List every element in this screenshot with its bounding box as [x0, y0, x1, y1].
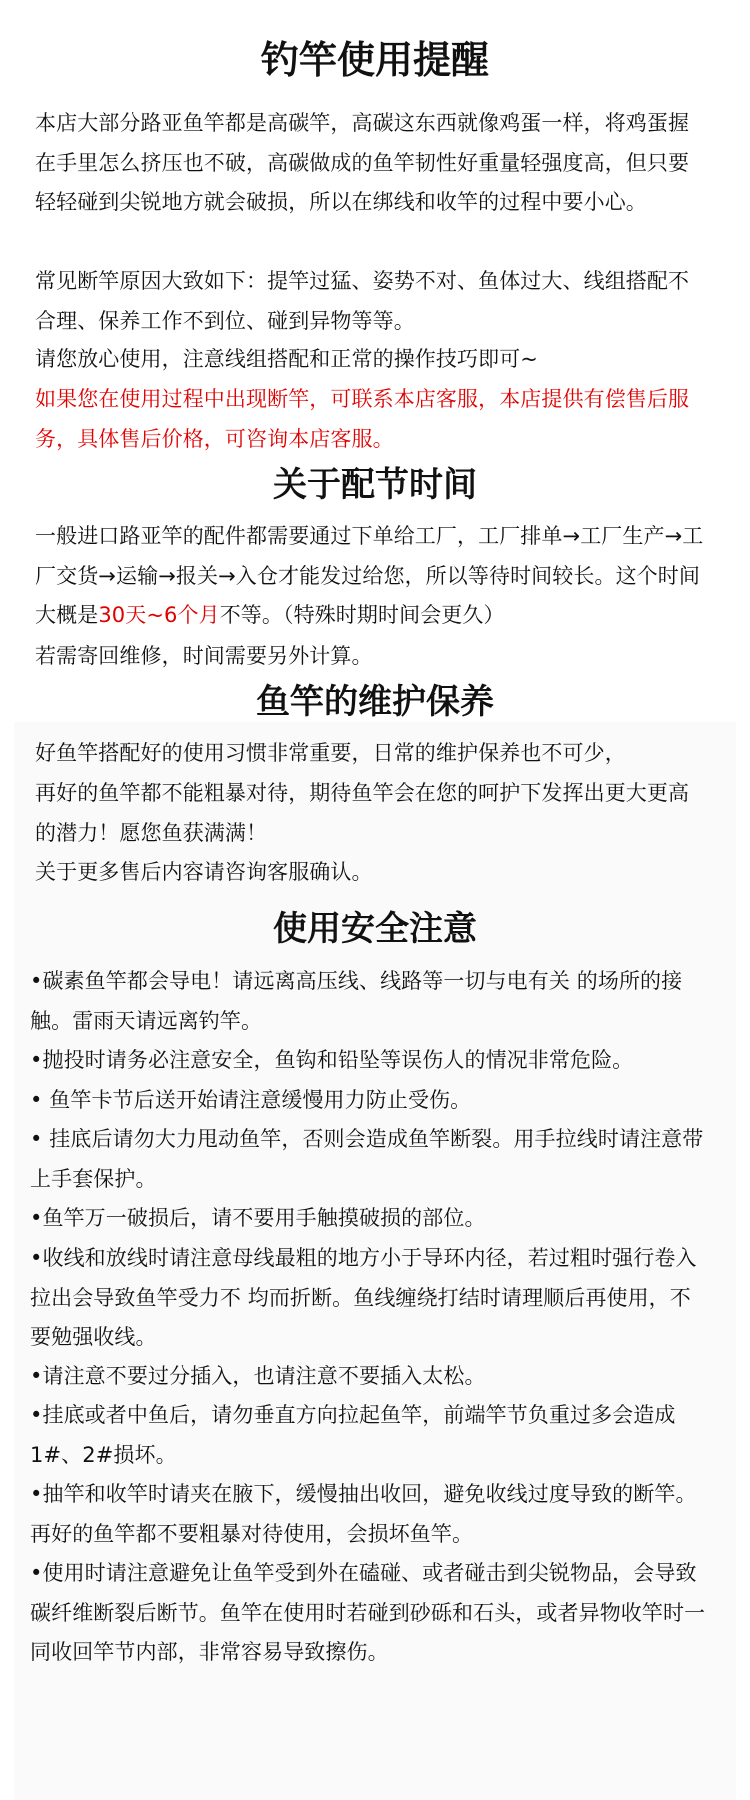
- section-title-safety: 使用安全注意: [273, 909, 477, 949]
- maintenance-paragraph-1: 好鱼竿搭配好的使用习惯非常重要，日常的维护保养也不可少，: [35, 741, 626, 765]
- reminder-paragraph-1: 本店大部分路亚鱼竿都是高碳竿，高碳这东西就像鸡蛋一样，将鸡蛋握在手里怎么挤压也不破，高碳做成的鱼竿韧性好重量轻强度高，但只要轻轻碰到尖锐地方就会破损，所以在绑线和收竿的过程中要小心。: [35, 111, 690, 215]
- safety-item: •抛投时请务必注意安全，鱼钩和铅坠等误伤人的情况非常危险。: [30, 1048, 634, 1072]
- safety-item: • 鱼竿卡节后送开始请注意缓慢用力防止受伤。: [30, 1088, 472, 1112]
- maintenance-paragraph-3: 关于更多售后内容请咨询客服确认。: [35, 860, 373, 884]
- parts-time-paragraph-1: [35, 517, 710, 636]
- safety-item: •挂底或者中鱼后，请勿垂直方向拉起鱼竿，前端竿节负重过多会造成1#、2#损坏。: [30, 1403, 676, 1467]
- section-title-maintenance: 鱼竿的维护保养: [256, 682, 494, 722]
- safety-item: • 挂底后请勿大力甩动鱼竿，否则会造成鱼竿断裂。用手拉线时请注意带上手套保护。: [30, 1127, 704, 1191]
- safety-item: •请注意不要过分插入，也请注意不要插入太松。: [30, 1364, 486, 1388]
- reminder-paragraph-3: 请您放心使用，注意线组搭配和正常的操作技巧即可~: [35, 347, 538, 371]
- safety-item: •使用时请注意避免让鱼竿受到外在磕碰、或者碰击到尖锐物品，会导致碳纤维断裂后断节。鱼竿在使用时若碰到砂砾和石头，或者异物收竿时一同收回竿节内部，非常容易导致擦伤。: [30, 1561, 706, 1665]
- parts-time-duration-red: 30天~6个月: [98, 603, 220, 628]
- parts-time-text-a: 一般进口路亚竿的配件都需要通过下单给工厂，工厂排单→工厂生产→工厂交货→运输→报关→入仓才能发过给您，所以等待时间较长。这个时间大概是: [35, 524, 704, 628]
- reminder-paragraph-after-sales-red: 如果您在使用过程中出现断竿，可联系本店客服，本店提供有偿售后服务，具体售后价格，可咨询本店客服。: [35, 387, 690, 451]
- section-title-parts-time: 关于配节时间: [273, 465, 477, 505]
- safety-item: •碳素鱼竿都会导电！请远离高压线、线路等一切与电有关 的场所的接触。雷雨天请远离钓竿。: [30, 969, 683, 1033]
- safety-item: •抽竿和收竿时请夹在腋下，缓慢抽出收回，避免收线过度导致的断竿。再好的鱼竿都不要粗暴对待使用，会损坏鱼竿。: [30, 1482, 697, 1546]
- section-title-reminder: 钓竿使用提醒: [260, 38, 489, 82]
- parts-time-text-b: 不等。（特殊时期时间会更久）: [219, 603, 505, 628]
- maintenance-paragraph-2: 再好的鱼竿都不能粗暴对待，期待鱼竿会在您的呵护下发挥出更大更高的潜力！愿您鱼获满满！: [35, 781, 690, 845]
- reminder-paragraph-2: 常见断竿原因大致如下：提竿过猛、姿势不对、鱼体过大、线组搭配不合理、保养工作不到位、碰到异物等等。: [35, 269, 690, 333]
- safety-item: •收线和放线时请注意母线最粗的地方小于导环内径，若过粗时强行卷入拉出会导致鱼竿受力不 均而折断。鱼线缠绕打结时请理顺后再使用，不要勉强收线。: [30, 1246, 697, 1350]
- parts-time-paragraph-2: 若需寄回维修，时间需要另外计算。: [35, 644, 373, 668]
- safety-item: •鱼竿万一破损后，请不要用手触摸破损的部位。: [30, 1206, 486, 1230]
